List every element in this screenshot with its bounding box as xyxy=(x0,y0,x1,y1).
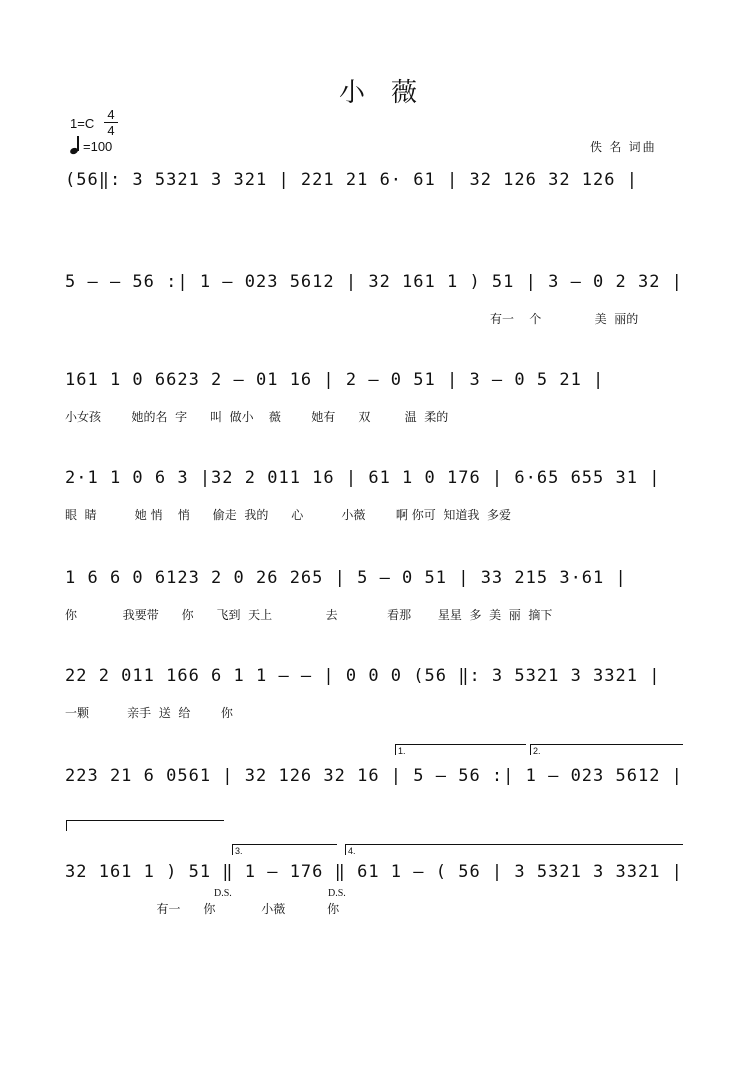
notation-line: 2·1 1 0 6 3 |32 2 011 16 | 61 1 0 176 | 6·65 655 31 | xyxy=(65,468,661,488)
ds-mark: D.S. xyxy=(214,888,232,899)
lyrics-line: 一颗 亲手 送 给 你 xyxy=(65,706,233,720)
lyrics-line: 小女孩 她的名 字 叫 做小 薇 她有 双 温 柔的 xyxy=(65,410,449,424)
notation-line: 1 6 6 0 6123 2 0 26 265 | 5 – 0 51 | 33 215 3·61 | xyxy=(65,568,627,588)
tempo-value: =100 xyxy=(83,139,113,154)
volta-bracket-continuation xyxy=(66,820,224,831)
lyrics-line: 你 我要带 你 飞到 天上 去 看那 星星 多 美 丽 摘下 xyxy=(65,608,553,622)
song-title: 小 薇 xyxy=(338,78,417,108)
composer-credit: 佚 名 词曲 xyxy=(590,140,657,154)
time-signature-top: 4 xyxy=(107,107,115,122)
tempo-marking xyxy=(70,136,112,154)
ds-mark: D.S. xyxy=(328,888,346,899)
notation-line: 161 1 0 6623 2 – 01 16 | 2 – 0 51 | 3 – 0 5 21 | xyxy=(65,370,605,390)
lyrics-line: 有一 你 小薇 你 xyxy=(65,902,340,916)
volta-bracket: 3. xyxy=(232,844,337,855)
time-signature-bottom: 4 xyxy=(107,123,115,138)
volta-bracket: 4. xyxy=(345,844,683,855)
lyrics-line: 眼 睛 她 悄 悄 偷走 我的 心 小薇 啊 你可 知道我 多爱 xyxy=(65,508,511,522)
volta-bracket: 1. xyxy=(395,744,526,755)
notation-line: 5 – – 56 :| 1 – 023 5612 | 32 161 1 ) 51 | 3 – 0 2 32 | xyxy=(65,272,683,292)
notation-line: (56‖: 3 5321 3 321 | 221 21 6· 61 | 32 126 32 126 | xyxy=(65,170,638,190)
notation-line: 22 2 011 166 6 1 1 – – | 0 0 0 (56 ‖: 3 5321 3 3321 | xyxy=(65,666,661,686)
quarter-note-icon xyxy=(70,136,80,154)
notation-line: 32 161 1 ) 51 ‖ 1 – 176 ‖ 61 1 – ( 56 | 3 5321 3 3321 | xyxy=(65,862,683,882)
lyrics-line: 有一 个 美 丽的 xyxy=(490,312,639,326)
volta-bracket: 2. xyxy=(530,744,683,755)
notation-line: 223 21 6 0561 | 32 126 32 16 | 5 – 56 :| 1 – 023 5612 | xyxy=(65,766,683,786)
key-signature: 1=C xyxy=(70,116,95,131)
time-signature xyxy=(104,108,118,137)
